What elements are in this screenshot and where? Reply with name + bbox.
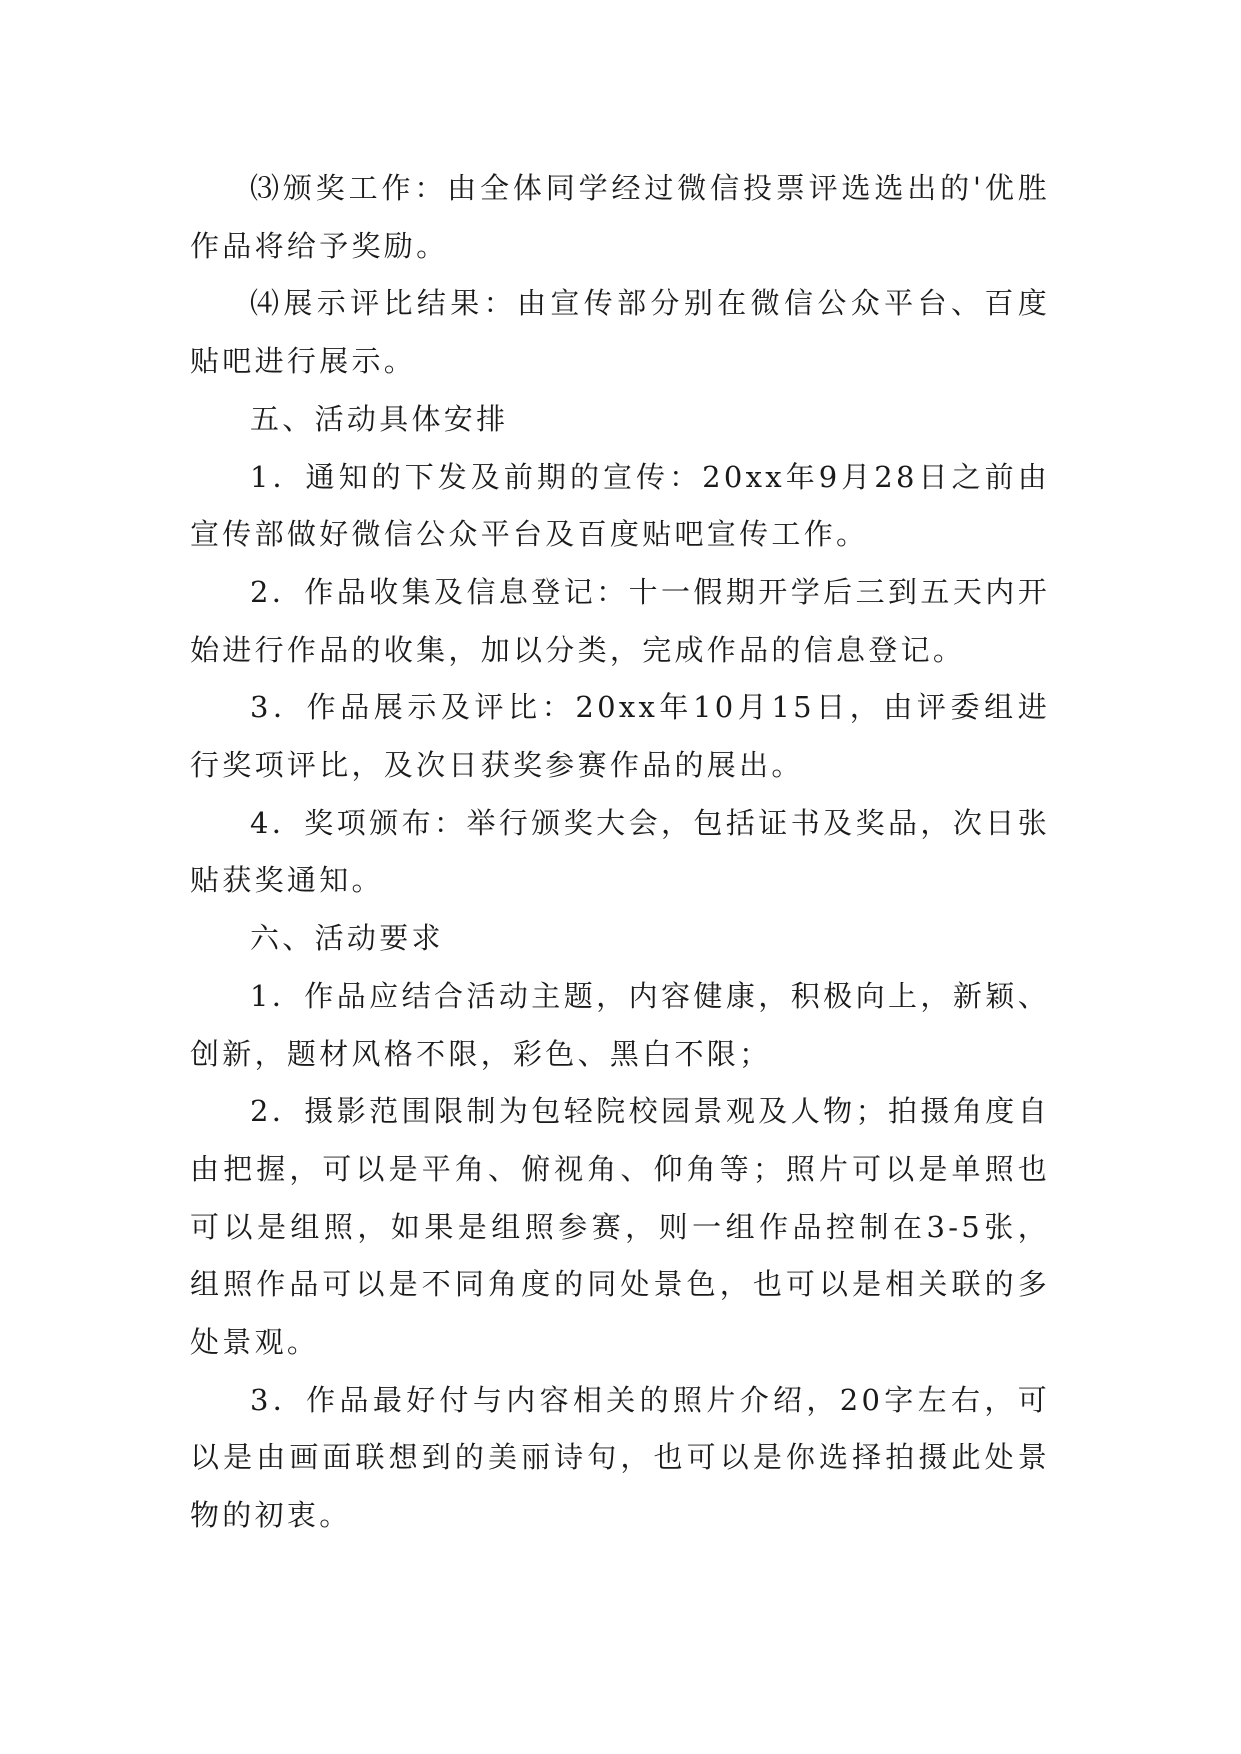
document-body xyxy=(190,160,1050,1545)
paragraph-award-work: ⑶颁奖工作：由全体同学经过微信投票评选选出的'优胜作品将给予奖励。 xyxy=(190,171,1050,263)
section-heading-schedule: 五、活动具体安排 xyxy=(250,401,509,436)
section-heading-requirements: 六、活动要求 xyxy=(250,921,444,956)
paragraph-requirement-2: 2．摄影范围限制为包轻院校园景观及人物；拍摄角度自由把握，可以是平角、俯视角、仰角等；照片可以是单照也可以是组照，如果是组照参赛，则一组作品控制在3-5张，组照作品可以是不同角度的同处景色，也可以是相关联的多处景观。 xyxy=(190,1094,1050,1360)
paragraph-schedule-2: 2．作品收集及信息登记：十一假期开学后三到五天内开始进行作品的收集，加以分类，完成作品的信息登记。 xyxy=(190,574,1050,667)
paragraph-schedule-3: 3．作品展示及评比：20xx年10月15日，由评委组进行奖项评比，及次日获奖参赛作品的展出。 xyxy=(190,690,1050,783)
paragraph-requirement-3: 3．作品最好付与内容相关的照片介绍，20字左右，可以是由画面联想到的美丽诗句，也可以是你选择拍摄此处景物的初衷。 xyxy=(190,1382,1050,1533)
paragraph-show-results: ⑷展示评比结果：由宣传部分别在微信公众平台、百度贴吧进行展示。 xyxy=(190,286,1050,379)
paragraph-requirement-1: 1．作品应结合活动主题，内容健康，积极向上，新颖、创新，题材风格不限，彩色、黑白不限； xyxy=(190,978,1050,1071)
paragraph-schedule-4: 4．奖项颁布：举行颁奖大会，包括证书及奖品，次日张贴获奖通知。 xyxy=(190,805,1050,898)
paragraph-schedule-1: 1．通知的下发及前期的宣传：20xx年9月28日之前由宣传部做好微信公众平台及百度贴吧宣传工作。 xyxy=(190,459,1050,552)
